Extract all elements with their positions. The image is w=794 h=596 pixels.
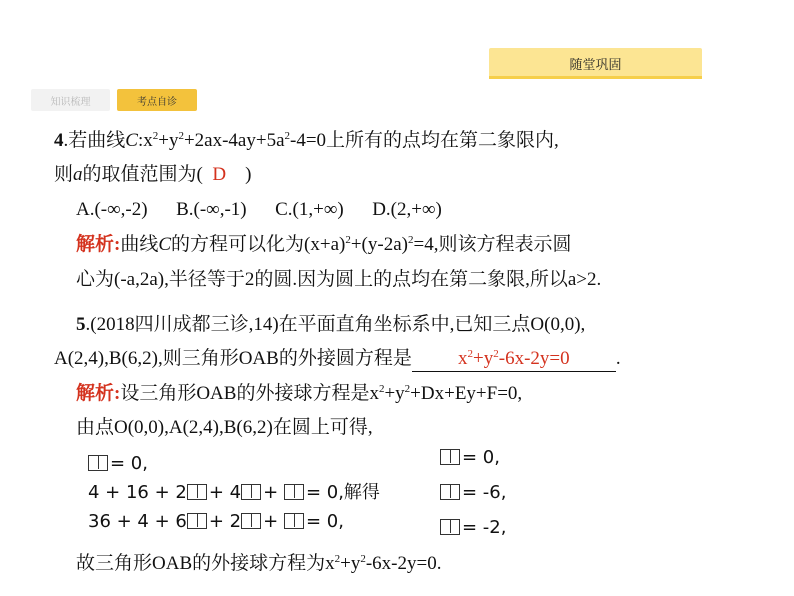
q4-sup: 2 (345, 234, 351, 246)
q5-text: .(2018四川成都三诊,14)在平面直角坐标系中,已知三点O(0,0), (85, 314, 586, 335)
q4-text: 的取值范围为( (82, 164, 203, 185)
q4-analysis-line2: 心为(-a,2a),半径等于2的圆.因为圆上的点均在第二象限,所以a>2. (76, 269, 602, 290)
q5-sup: 2 (334, 553, 341, 565)
q5-text: +y (340, 553, 361, 574)
q4-number: 4 (54, 130, 64, 151)
q5-text: -6x-2y=0. (365, 553, 442, 574)
q5-conclusion (76, 552, 441, 576)
eq-text: + 2 (208, 511, 242, 532)
solution-2 (440, 481, 506, 505)
q5-sup: 2 (467, 348, 474, 360)
missing-glyph-icon (187, 484, 207, 500)
section-banner[interactable] (489, 48, 702, 79)
q4-curve-name: C (125, 130, 138, 151)
eq-text: = -6, (462, 482, 507, 503)
eq-text: = 0, (462, 447, 500, 468)
solution-3 (440, 516, 506, 540)
q5-text: +Dx+Ey+F=0, (410, 383, 523, 404)
equation-left-2 (88, 481, 380, 505)
q5-analysis-label: 解析: (76, 383, 121, 404)
q4-stem-line1 (54, 129, 559, 153)
q5-text: 设三角形OAB的外接球方程是x (120, 383, 379, 404)
q4-text: =4,则该方程表示圆 (413, 234, 572, 255)
q4-text: +2ax-4ay+5a (183, 130, 285, 151)
eq-text: + (263, 511, 279, 532)
q4-text: 曲线 (120, 234, 159, 255)
q5-text: . (615, 348, 621, 369)
q4-text: :x (137, 130, 153, 151)
q4-analysis-line1 (76, 233, 571, 257)
eq-text: + (263, 482, 279, 503)
equation-left-3 (88, 510, 344, 534)
q5-analysis-line1 (76, 382, 522, 406)
missing-glyph-icon (187, 513, 207, 529)
eq-text: = 0, (305, 511, 344, 532)
missing-glyph-icon (440, 484, 460, 500)
q5-sup: 2 (404, 383, 411, 395)
q4-var: a (73, 164, 83, 185)
missing-glyph-icon (284, 513, 304, 529)
q4-text: 的方程可以化为(x+a) (171, 234, 346, 255)
q4-text: 则 (54, 164, 74, 185)
q5-sup: 2 (493, 348, 499, 360)
q5-text: A(2,4),B(6,2),则三角形OAB的外接圆方程是 (54, 348, 412, 369)
missing-glyph-icon (241, 513, 261, 529)
missing-glyph-icon (88, 455, 108, 471)
missing-glyph-icon (440, 449, 460, 465)
q4-analysis-label: 解析: (76, 234, 121, 255)
q5-answer-part: +y (473, 348, 494, 369)
q4-sup: 2 (407, 234, 414, 246)
q4-sup: 2 (152, 130, 159, 142)
q5-analysis-line2: 由点O(0,0),A(2,4),B(6,2)在圆上可得, (76, 417, 373, 438)
q4-sup: 2 (284, 130, 291, 142)
q5-sup: 2 (360, 553, 366, 565)
eq-text: 4 + 16 + 2 (88, 482, 187, 503)
q5-text: 故三角形OAB的外接球方程为x (76, 553, 335, 574)
q4-var: C (158, 234, 172, 255)
q5-stem-line1 (76, 313, 585, 337)
q4-options: A.(-∞,-2) B.(-∞,-1) C.(1,+∞) D.(2,+∞) (76, 199, 442, 220)
eq-text: 36 + 4 + 6 (88, 511, 187, 532)
q4-text: ) (245, 164, 252, 185)
eq-text: = -2, (462, 517, 507, 538)
eq-text: = 0, (110, 453, 148, 474)
eq-text: + 4 (208, 482, 242, 503)
q5-answer-part: -6x-2y=0 (498, 348, 570, 369)
missing-glyph-icon (440, 519, 460, 535)
solution-1 (440, 446, 500, 470)
q4-sup: 2 (178, 130, 184, 142)
missing-glyph-icon (284, 484, 304, 500)
q5-answer-part: x (458, 348, 468, 369)
q4-text: -4=0上所有的点均在第二象限内, (290, 130, 559, 151)
q4-answer: D (212, 164, 227, 185)
q5-sup: 2 (378, 383, 385, 395)
section-banner-label: 随堂巩固 (569, 58, 622, 73)
tab-knowledge-review-label: 知识梳理 (50, 96, 91, 108)
q4-text: .若曲线 (63, 130, 126, 151)
missing-glyph-icon (241, 484, 261, 500)
tab-knowledge-review[interactable] (31, 89, 110, 111)
tab-self-test[interactable] (117, 89, 197, 111)
q4-stem-line2 (54, 163, 251, 187)
banner-underline (489, 76, 702, 79)
q5-number: 5 (76, 314, 86, 335)
tab-self-test-label: 考点自诊 (137, 96, 177, 108)
q5-answer-blank (412, 347, 616, 372)
eq-text: = 0,解得 (305, 482, 380, 503)
q4-text: +y (158, 130, 179, 151)
q5-text: +y (384, 383, 405, 404)
equation-left-1 (88, 452, 148, 476)
q5-stem-line2 (54, 347, 621, 372)
q4-text: +(y-2a) (350, 234, 408, 255)
